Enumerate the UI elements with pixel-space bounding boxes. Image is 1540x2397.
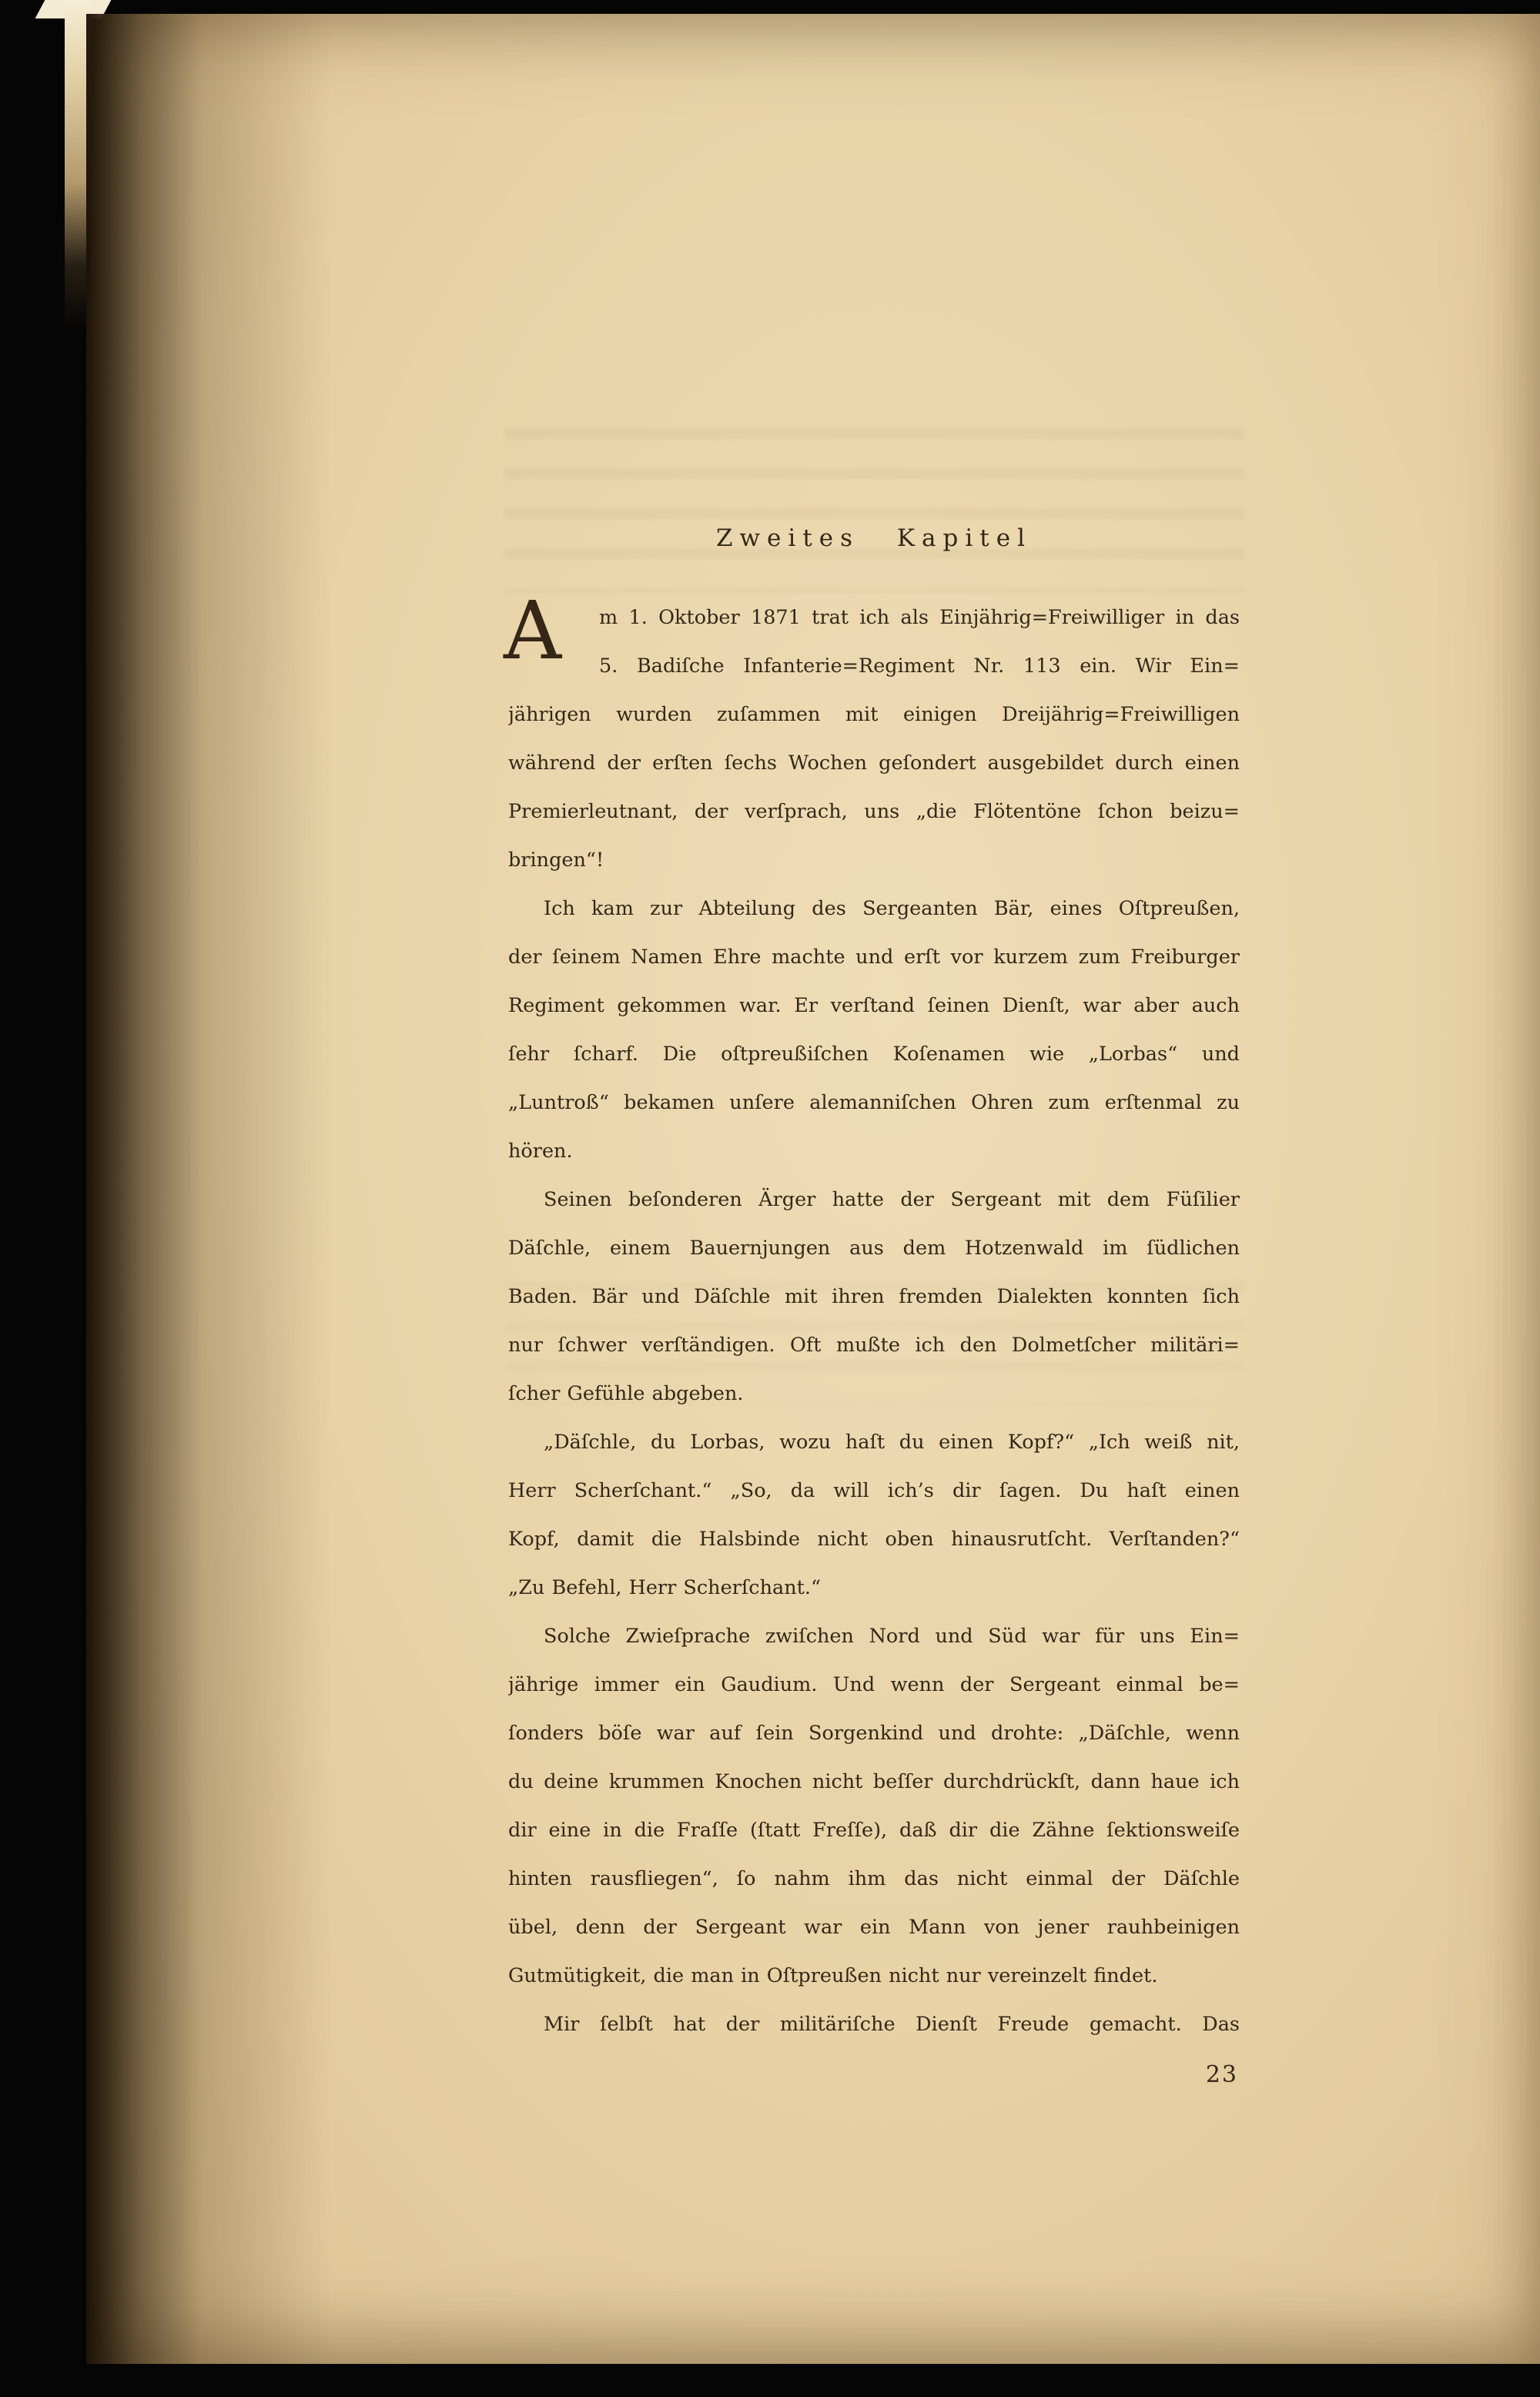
text-line: 5. Badiſche Infanterie=Regiment Nr. 113 ein. Wir Ein= (599, 654, 1240, 678)
text-line: Regiment gekommen war. Er verſtand ſeinen Dienſt, war aber auch (508, 994, 1240, 1017)
text-line: während der erſten ſechs Wochen geſondert ausgebildet durch einen (508, 752, 1240, 775)
text-line: hören. (508, 1140, 573, 1163)
chapter-heading: Zweites Kapitel (715, 524, 1033, 552)
text-line: Gutmütigkeit, die man in Oſtpreußen nicht nur vereinzelt findet. (508, 1964, 1158, 1987)
text-line: „Zu Befehl, Herr Scherſchant.“ (508, 1576, 822, 1599)
drop-cap-initial: A (504, 584, 562, 678)
text-line: dir eine in die Fraſſe (ſtatt Freſſe), daß dir die Zähne ſektionsweiſe (508, 1819, 1240, 1842)
text-line: der ſeinem Namen Ehre machte und erſt vor kurzem zum Freiburger (508, 946, 1240, 969)
text-line: Seinen beſonderen Ärger hatte der Sergeant mit dem Füſilier (544, 1188, 1240, 1211)
page-number: 23 (1205, 2061, 1238, 2088)
text-line: jährige immer ein Gaudium. Und wenn der Sergeant einmal be= (508, 1673, 1240, 1696)
binding-gutter-shadow (86, 14, 333, 2364)
text-line: Herr Scherſchant.“ „So, da will ich’s dir ſagen. Du haſt einen (508, 1479, 1240, 1502)
text-line: hinten rausfliegen“, ſo nahm ihm das nicht einmal der Däſchle (508, 1867, 1240, 1890)
text-line: jährigen wurden zuſammen mit einigen Dreijährig=Freiwilligen (508, 703, 1240, 726)
text-block (504, 514, 1240, 2088)
text-line: Solche Zwieſprache zwiſchen Nord und Süd war für uns Ein= (544, 1625, 1240, 1648)
text-line: Baden. Bär und Däſchle mit ihren fremden Dialekten konnten ſich (508, 1285, 1240, 1308)
text-line: Ich kam zur Abteilung des Sergeanten Bär, eines Oſtpreußen, (544, 897, 1240, 920)
text-line: ſcher Gefühle abgeben. (508, 1382, 744, 1405)
text-line: Premierleutnant, der verſprach, uns „die Flötentöne ſchon beizu= (508, 800, 1240, 823)
text-line: ſehr ſcharf. Die oſtpreußiſchen Koſenamen wie „Lorbas“ und (508, 1043, 1240, 1066)
text-line: m 1. Oktober 1871 trat ich als Einjährig=Freiwilliger in das (599, 606, 1240, 629)
text-line: „Däſchle, du Lorbas, wozu haſt du einen Kopf?“ „Ich weiß nit, (544, 1431, 1240, 1454)
text-line: Däſchle, einem Bauernjungen aus dem Hotzenwald im ſüdlichen (508, 1237, 1240, 1260)
text-line: Mir ſelbſt hat der militäriſche Dienſt Freude gemacht. Das (544, 2013, 1240, 2036)
text-line: bringen“! (508, 849, 604, 872)
text-line: „Luntroß“ bekamen unſere alemanniſchen Ohren zum erſtenmal zu (508, 1091, 1240, 1114)
text-line: nur ſchwer verſtändigen. Oft mußte ich den Dolmetſcher militäri= (508, 1334, 1240, 1357)
text-line: du deine krummen Knochen nicht beſſer durchdrückſt, dann haue ich (508, 1770, 1240, 1793)
text-line: übel, denn der Sergeant war ein Mann von jener rauhbeinigen (508, 1916, 1240, 1939)
text-line: Kopf, damit die Halsbinde nicht oben hinausrutſcht. Verſtanden?“ (508, 1528, 1240, 1551)
text-line: ſonders böſe war auf ſein Sorgenkind und drohte: „Däſchle, wenn (508, 1722, 1240, 1745)
